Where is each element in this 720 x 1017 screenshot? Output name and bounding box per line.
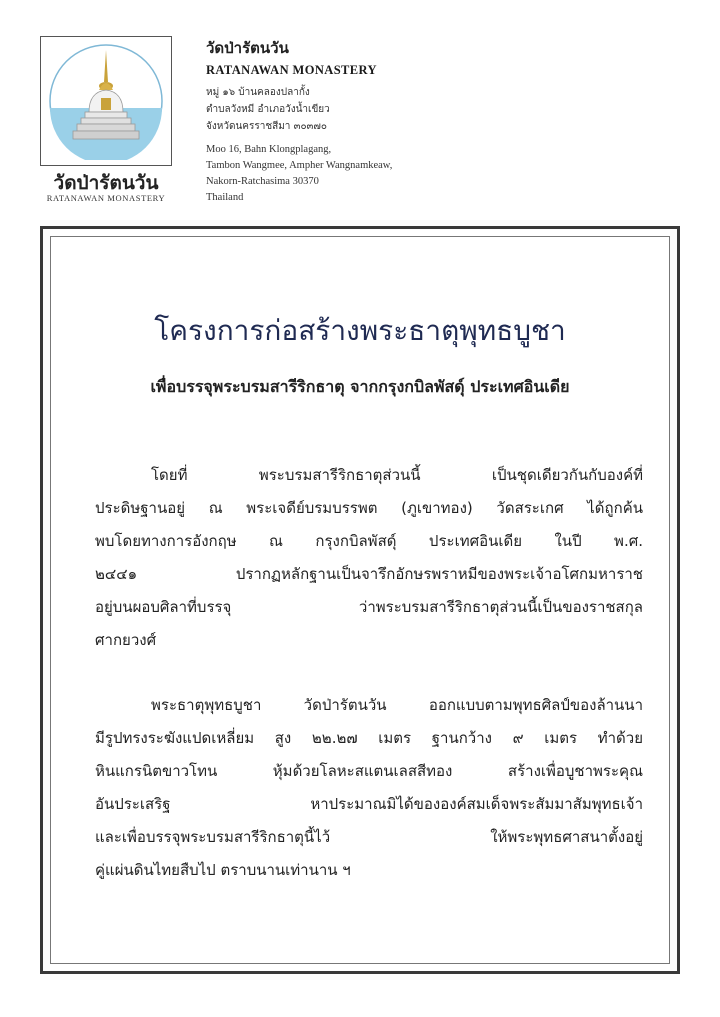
paragraph-line: ศากยวงศ์ <box>95 631 157 649</box>
paragraph-line: ๒๔๔๑ ปรากฏหลักฐานเป็นจารึกอักษรพราหมีของพระเจ้าอโศกมหาราช <box>95 565 643 583</box>
paragraph-line: อันประเสริฐ หาประมาณมิได้ขององค์สมเด็จพระสัมมาสัมพุทธเจ้า <box>95 795 643 813</box>
address-english-line: Tambon Wangmee, Ampher Wangnamkeaw, <box>206 160 393 171</box>
monastery-logo <box>40 36 172 166</box>
paragraph-line: มีรูปทรงระฆังแปดเหลี่ยม สูง ๒๒.๒๗ เมตร ฐานกว้าง ๙ เมตร ทำด้วย <box>95 729 643 747</box>
monastery-name-english: RATANAWAN MONASTERY <box>206 63 377 77</box>
address-english-line: Thailand <box>206 192 244 203</box>
paragraph-line: พระธาตุพุทธบูชา วัดป่ารัตนวัน ออกแบบตามพุทธศิลป์ของล้านนา <box>151 696 643 714</box>
address-english-line: Nakorn-Ratchasima 30370 <box>206 176 319 187</box>
address-thai-line: จังหวัดนครราชสีมา ๓๐๓๗๐ <box>206 121 328 132</box>
paragraph-line: พบโดยทางการอังกฤษ ณ กรุงกบิลพัสดุ์ ประเทศอินเดีย ในปี พ.ศ. <box>95 532 643 550</box>
paragraph-line: หินแกรนิตขาวโทน หุ้มด้วยโลหะสแตนเลสสีทอง สร้างเพื่อบูชาพระคุณ <box>95 762 643 780</box>
paragraph-line: คู่แผ่นดินไทยสืบไป ตราบนานเท่านาน ฯ <box>95 861 351 879</box>
stupa-logo-icon <box>47 42 165 160</box>
paragraph-line: อยู่บนผอบศิลาที่บรรจุ ว่าพระบรมสารีริกธาตุส่วนนี้เป็นของราชสกุล <box>95 598 643 616</box>
paragraph-relics-history <box>95 459 643 657</box>
document-title: โครงการก่อสร้างพระธาตุพุทธบูชา <box>154 314 566 347</box>
paragraph-stupa-design <box>95 689 643 887</box>
document-frame <box>40 226 680 974</box>
address-thai <box>206 84 392 135</box>
document-inner-frame <box>50 236 670 964</box>
logo-name-thai: วัดป่ารัตนวัน <box>53 172 159 194</box>
paragraph-line: ประดิษฐานอยู่ ณ พระเจดีย์บรมบรรพต (ภูเขาทอง) วัดสระเกศ ได้ถูกค้น <box>95 499 643 517</box>
paragraph-line: โดยที่ พระบรมสารีริกธาตุส่วนนี้ เป็นชุดเดียวกันกับองค์ที่ <box>151 466 643 484</box>
monastery-name-thai: วัดป่ารัตนวัน <box>206 39 289 57</box>
address-english <box>206 142 392 206</box>
address-english-line: Moo 16, Bahn Klongplagang, <box>206 144 332 155</box>
address-thai-line: ตำบลวังหมี อำเภอวังน้ำเขียว <box>206 104 330 115</box>
paragraph-line: และเพื่อบรรจุพระบรมสารีริกธาตุนี้ไว้ ให้พระพุทธศาสนาตั้งอยู่ <box>95 828 643 846</box>
letterhead-text <box>206 36 392 206</box>
address-thai-line: หมู่ ๑๖ บ้านคลองปลากั้ง <box>206 87 310 98</box>
document-subtitle: เพื่อบรรจุพระบรมสารีริกธาตุ จากกรุงกบิลพัสดุ์ ประเทศอินเดีย <box>150 377 570 396</box>
logo-name-english: RATANAWAN MONASTERY <box>46 193 166 203</box>
